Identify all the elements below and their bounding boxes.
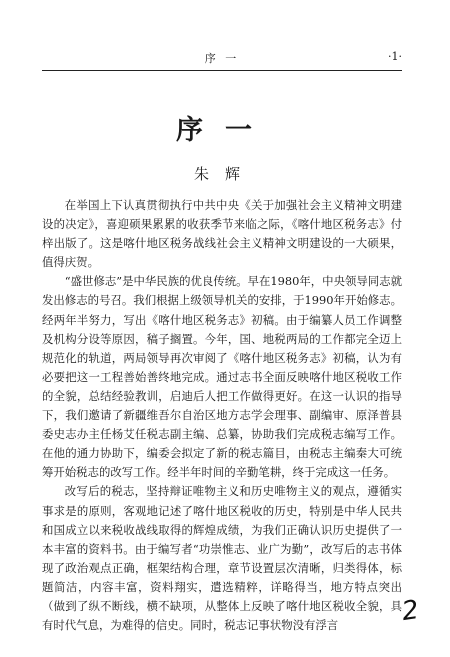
body-text (42, 196, 402, 635)
chapter-title: 序一 (176, 115, 274, 146)
running-title: 序 一 (204, 52, 240, 65)
paragraph-2: “盛世修志”是中华民族的优良传统。早在1980年，中央领导同志就发出修志的号召。我们根据上级领导机关的安排，于1990年开始修志。经两年半努力，写出《喀什地区税务志》初稿。由于编纂人员工作调整及机构分设等原因，稿子搁置。今年，国、地税两局的工作都完全迈上规范化的轨道，两局领导再次审阅了《喀什地区税务志》初稿，认为有必要把这一工程善始善终地完成。通过志书全面反映喀什地区税收工作的全貌，总结经验教训，启迪后人把工作做得更好。在这一认识的指导下，我们邀请了新疆维吾尔自治区地方志学会理事、副编审、原泽普县委史志办主任杨艾任税志副主编、总纂，协助我们完成税志编写工作。在他的通力协助下，编委会拟定了新的税志篇目，由税志主编秦大可统筹开始税志的改写工作。经半年时间的辛勤笔耕，终于完成这一任务。 (42, 274, 402, 480)
paragraph-1: 在举国上下认真贯彻执行中共中央《关于加强社会主义精神文明建设的决定》，喜迎硕果累累的收获季节来临之际，《喀什地区税务志》付梓出版了。这是喀什地区税务战线社会主义精神文明建设的一大硕果，值得庆贺。 (42, 198, 402, 270)
handwritten-page-mark: 2 (399, 594, 421, 628)
paragraph-3: 改写后的税志，坚持辩证唯物主义和历史唯物主义的观点，遵循实事求是的原则，客观地记述了喀什地区税收的历史，特别是中华人民共和国成立以来税收战线取得的辉煌成绩，为我们正确认识历史提供了一本丰富的资料书。由于编写者“功崇惟志、业广为勤”，改写后的志书体现了政治观点正确，框架结构合理，章节设置层次清晰，归类得体，标题简洁，内容丰富，资料翔实，遣选精粹，详略得当，地方特点突出（做到了纵不断线，横不缺项，从整体上反映了喀什地区税收全貌，具有时代气息，为难得的信史。同时，税志记事状物没有浮言 (42, 484, 402, 633)
running-header (42, 50, 402, 70)
author-name: 朱辉 (193, 165, 256, 183)
header-divider (42, 70, 402, 71)
page-number: ·1· (388, 50, 402, 63)
